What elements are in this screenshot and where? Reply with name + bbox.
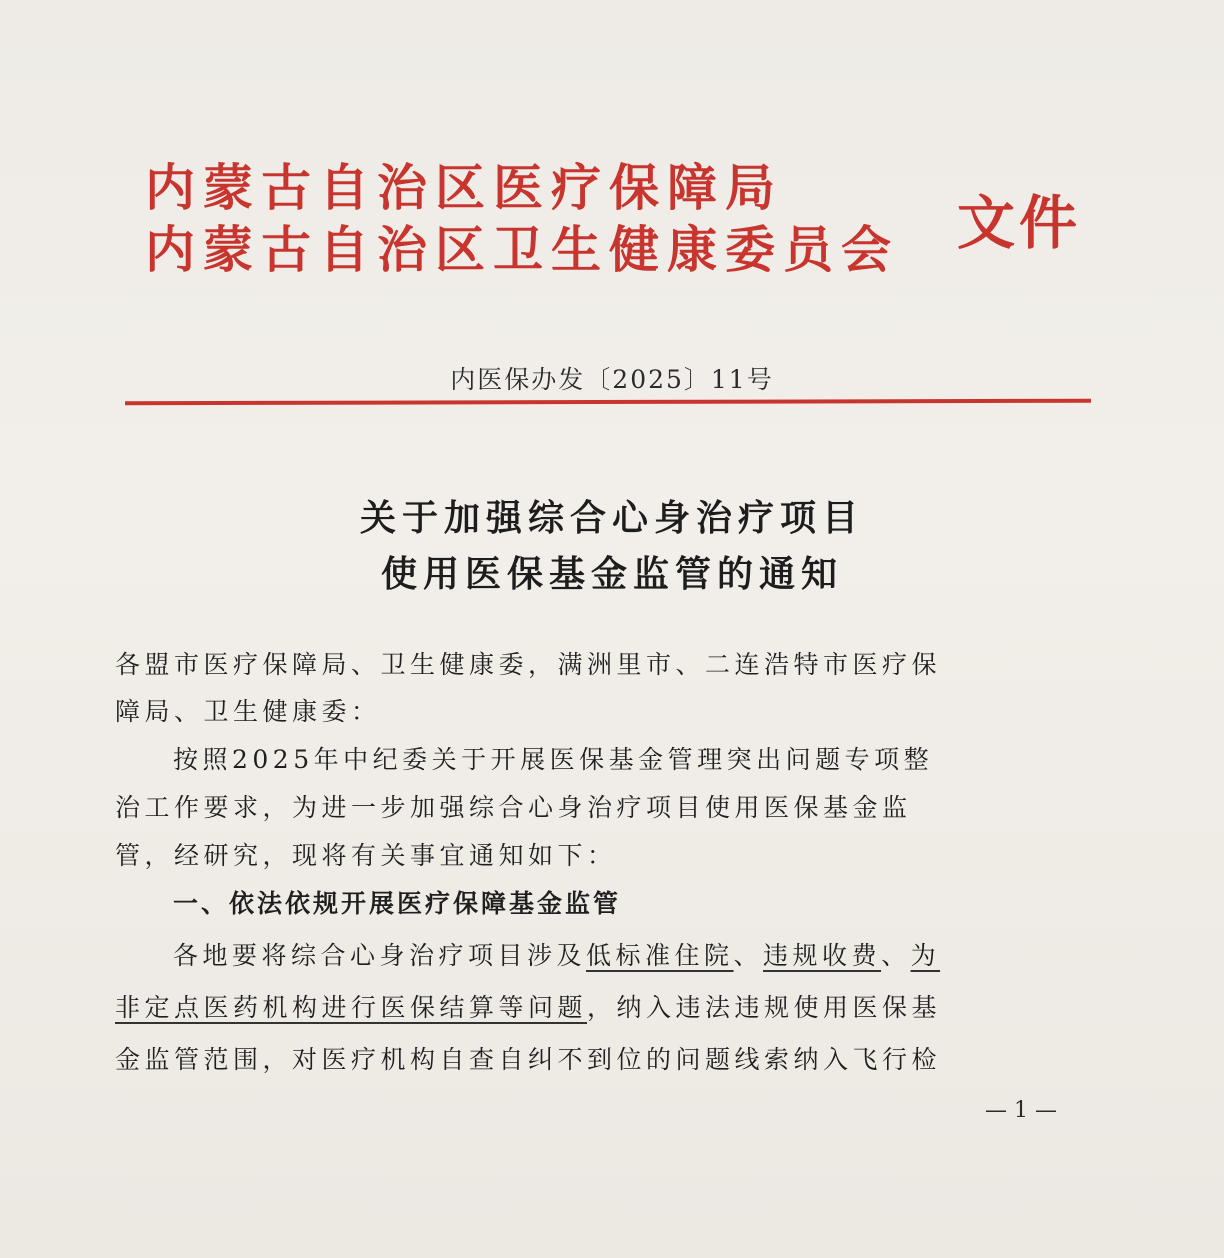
separator: 、 — [881, 941, 911, 970]
issuer-line-1: 内蒙古自治区医疗保障局 — [145, 158, 783, 217]
paragraph-2-text: 各地要将综合心身治疗项目涉及 — [173, 941, 587, 970]
section-1-heading: 一、依法依规开展医疗保障基金监管 — [173, 889, 622, 918]
paragraph-2-text: ，纳入违法违规使用医保基 — [587, 993, 942, 1022]
paragraph-2-line-3: 金监管范围，对医疗机构自查自纠不到位的问题线索纳入飞行检 — [115, 1045, 942, 1074]
red-divider-line — [125, 399, 1091, 406]
title-line-1: 关于加强综合心身治疗项目 — [359, 498, 864, 539]
underlined-phrase-low-standard-hospitalization: 低标准住院 — [586, 941, 734, 970]
paragraph-1-line-2: 治工作要求，为进一步加强综合心身治疗项目使用医保基金监 — [115, 793, 912, 822]
underlined-phrase-non-designated-settlement: 非定点医药机构进行医保结算等问题 — [115, 993, 588, 1022]
addressee-line-1: 各盟市医疗保障局、卫生健康委，满洲里市、二连浩特市医疗保 — [115, 650, 942, 679]
document-header — [135, 148, 1095, 278]
paragraph-2-line-1 — [115, 936, 1158, 972]
document-number: 内医保办发〔2025〕11号 — [450, 365, 774, 394]
paragraph-2-line-2 — [115, 988, 1100, 1024]
underlined-phrase-irregular-charges: 违规收费 — [763, 941, 882, 970]
addressee-line-2: 障局、卫生健康委： — [115, 697, 381, 726]
title-line-2: 使用医保基金监管的通知 — [380, 554, 843, 595]
paragraph-1-line-3: 管，经研究，现将有关事宜通知如下： — [115, 841, 617, 870]
document-word: 文件 — [957, 189, 1082, 257]
issuer-line-2: 内蒙古自治区卫生健康委员会 — [145, 220, 899, 279]
page-number: — 1 — — [985, 1098, 1057, 1123]
underlined-phrase-start: 为 — [910, 941, 941, 970]
paragraph-1-line-1: 按照2025年中纪委关于开展医保基金管理突出问题专项整 — [173, 745, 934, 774]
separator: 、 — [733, 941, 764, 970]
